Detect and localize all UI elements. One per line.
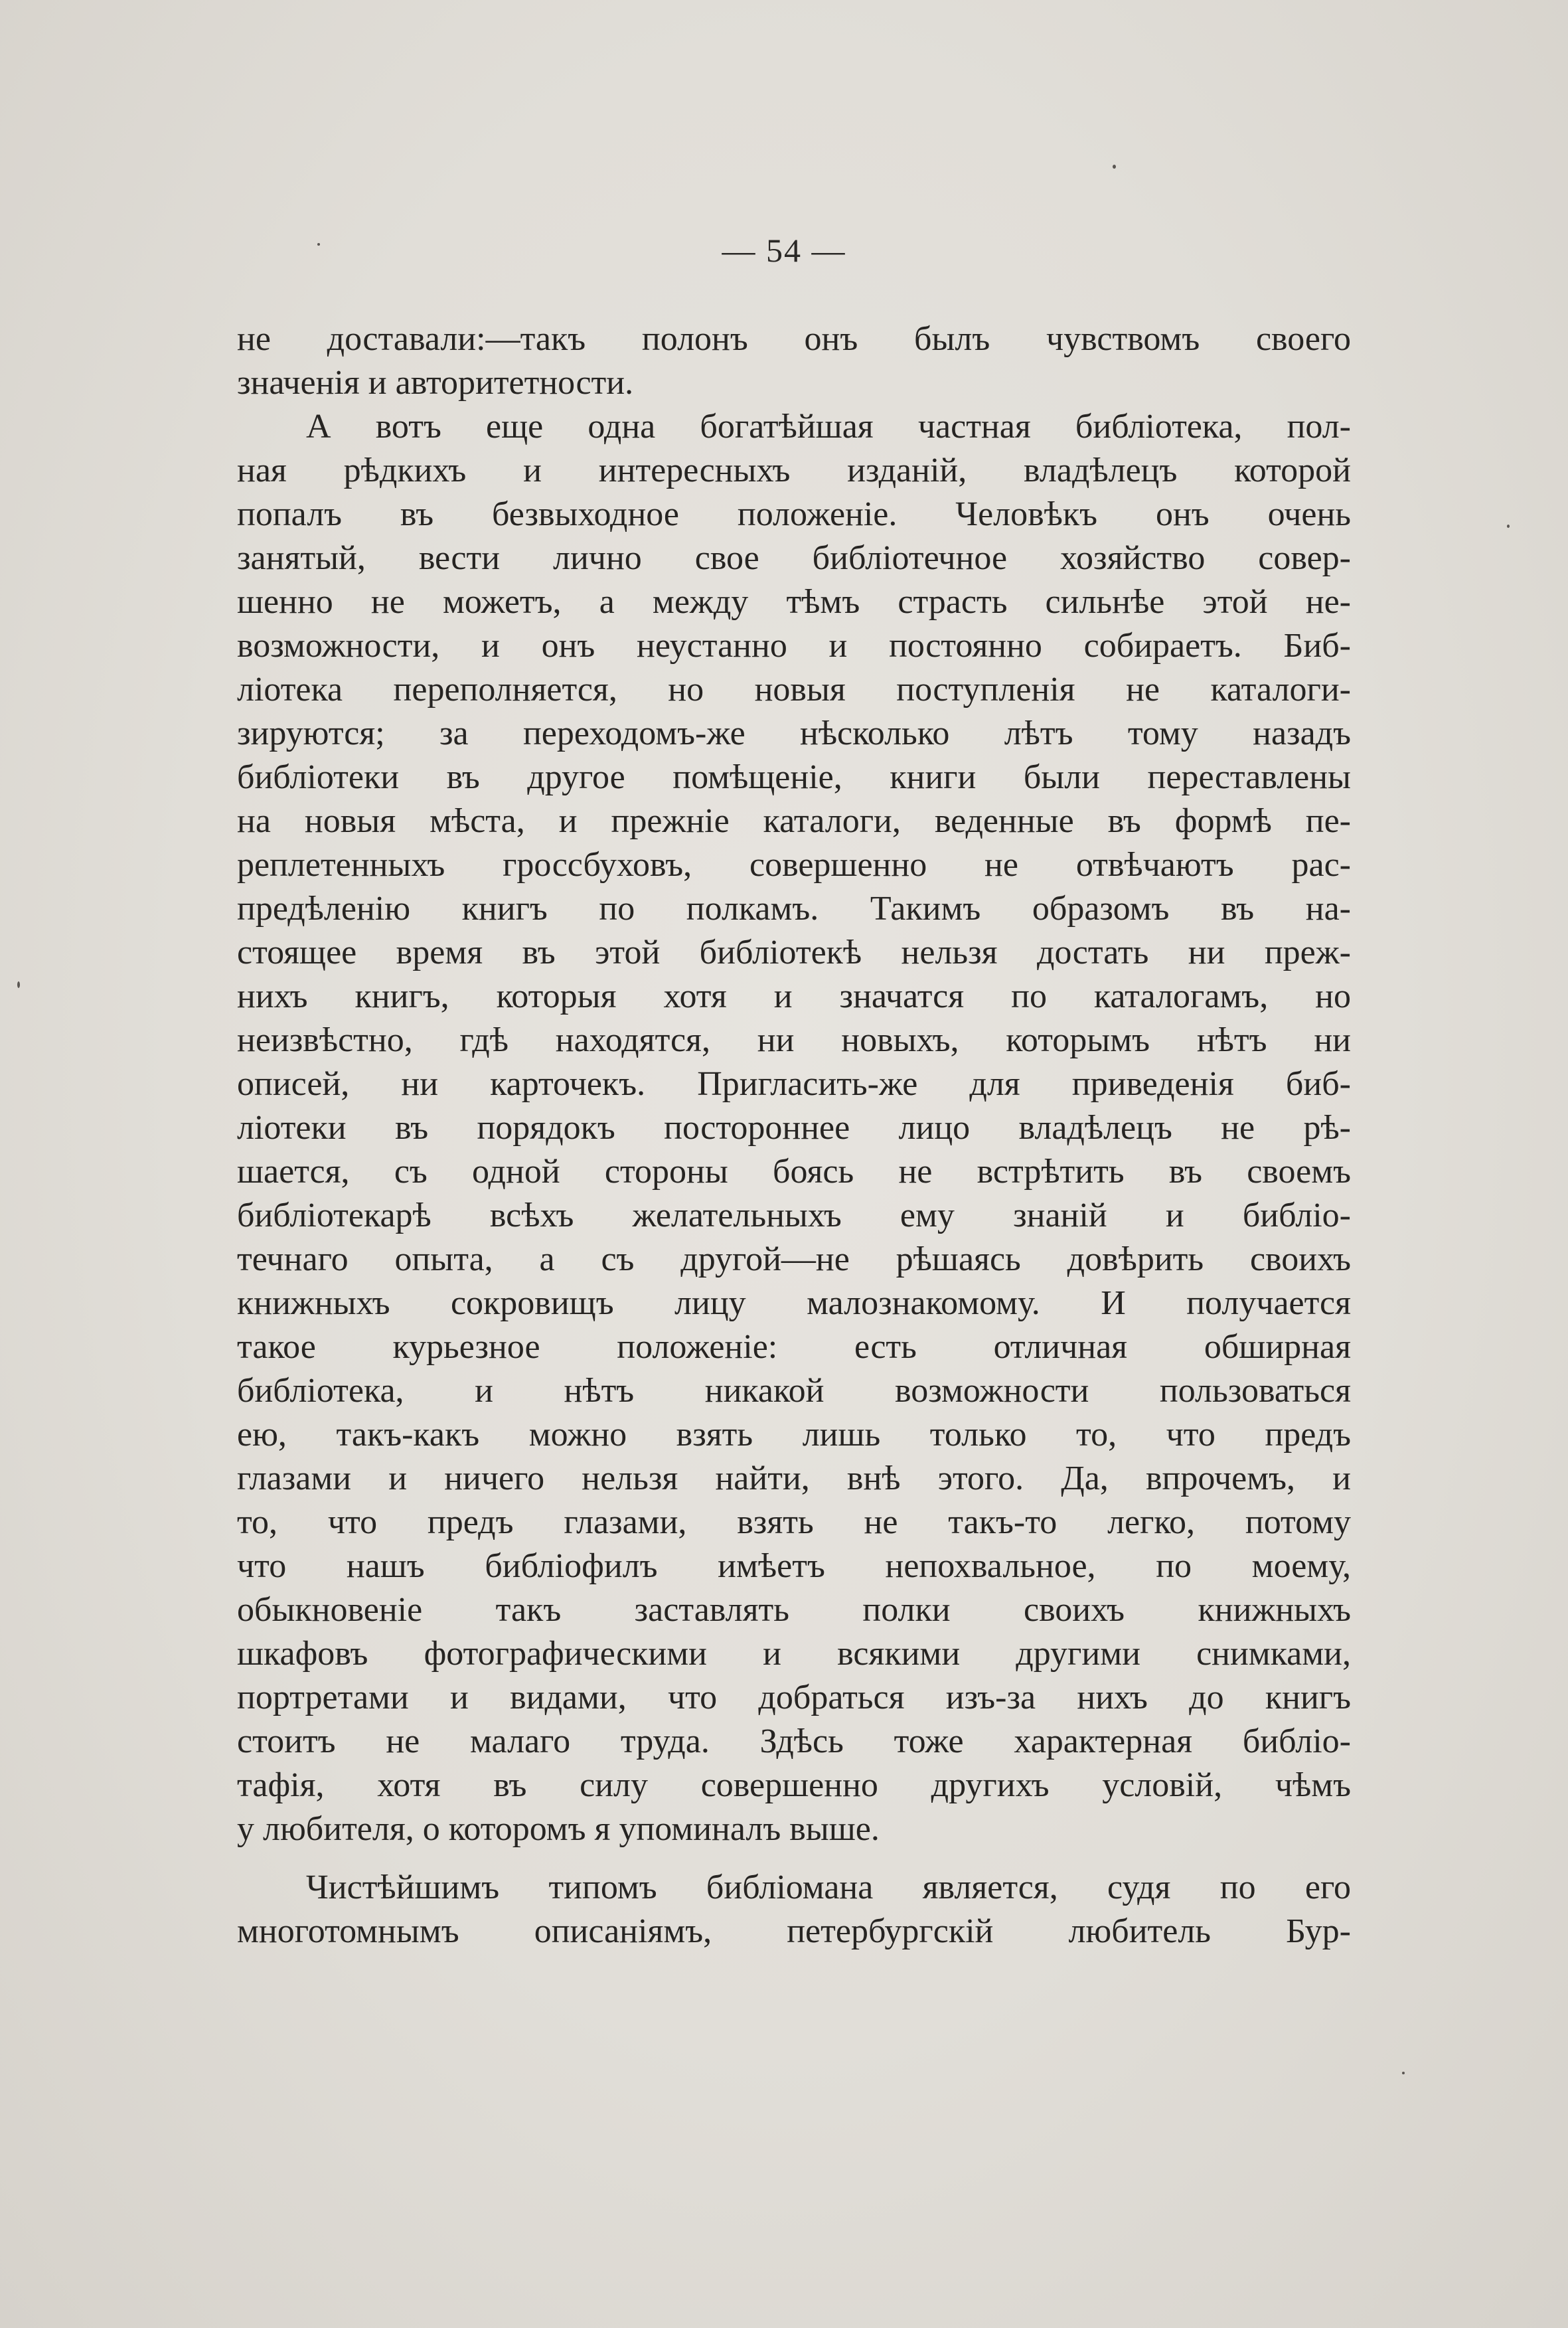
- text-line: библіотека, и нѣтъ никакой возможности пользоваться: [237, 1372, 1351, 1410]
- text-line: занятый, вести лично свое библіотечное хозяйство совер-: [237, 539, 1351, 577]
- text-line: такое курьезное положеніе: есть отличная обширная: [237, 1328, 1351, 1366]
- text-line: обыкновеніе такъ заставлять полки своихъ книжныхъ: [237, 1591, 1351, 1629]
- text-line: что нашъ библіофилъ имѣетъ непохвальное, по моему,: [237, 1547, 1351, 1585]
- text-line: ліотеки въ порядокъ постороннее лицо владѣлецъ не рѣ-: [237, 1109, 1351, 1147]
- text-line: стоитъ не малаго труда. Здѣсь тоже характерная библіо-: [237, 1722, 1351, 1760]
- text-line: то, что предъ глазами, взять не такъ-то легко, потому: [237, 1503, 1351, 1541]
- text-line: многотомнымъ описаніямъ, петербургскій любитель Бур-: [237, 1912, 1351, 1950]
- text-line: зируются; за переходомъ-же нѣсколько лѣтъ тому назадъ: [237, 714, 1351, 752]
- text-line: шается, съ одной стороны боясь не встрѣтить въ своемъ: [237, 1153, 1351, 1191]
- text-line: реплетенныхъ гроссбуховъ, совершенно не отвѣчаютъ рас-: [237, 846, 1351, 884]
- text-line: шенно не можетъ, а между тѣмъ страсть сильнѣе этой не-: [237, 583, 1351, 621]
- text-line: попалъ въ безвыходное положеніе. Человѣкъ онъ очень: [237, 495, 1351, 533]
- paper-speck: [17, 981, 20, 988]
- text-line: стоящее время въ этой библіотекѣ нельзя достать ни преж-: [237, 934, 1351, 971]
- text-line: библіотеки въ другое помѣщеніе, книги были переставлены: [237, 758, 1351, 796]
- text-line: не доставали:—такъ полонъ онъ былъ чувствомъ своего: [237, 320, 1351, 358]
- text-line: портретами и видами, что добраться изъ-за нихъ до книгъ: [237, 1679, 1351, 1716]
- text-line: ная рѣдкихъ и интересныхъ изданій, владѣлецъ которой: [237, 452, 1351, 489]
- text-line: книжныхъ сокровищъ лицу малознакомому. И получается: [237, 1284, 1351, 1322]
- paper-speck: [1402, 2072, 1405, 2074]
- text-line: ліотека переполняется, но новыя поступленія не каталоги-: [237, 671, 1351, 708]
- paper-speck: [1113, 165, 1116, 169]
- text-line: шкафовъ фотографическими и всякими другими снимками,: [237, 1635, 1351, 1673]
- text-line: значенія и авторитетности.: [237, 364, 634, 402]
- text-line: нихъ книгъ, которыя хотя и значатся по каталогамъ, но: [237, 977, 1351, 1015]
- text-line: ею, такъ-какъ можно взять лишь только то, что предъ: [237, 1416, 1351, 1454]
- page-number: — 54 —: [722, 232, 846, 269]
- body-text: [237, 317, 1351, 1954]
- text-line: течнаго опыта, а съ другой—не рѣшаясь довѣрить своихъ: [237, 1240, 1351, 1278]
- paragraph-1: [237, 317, 1351, 405]
- text-line: библіотекарѣ всѣхъ желательныхъ ему знаній и библіо-: [237, 1197, 1351, 1234]
- paragraph-3: [237, 1866, 1351, 1954]
- text-line: описей, ни карточекъ. Пригласить-же для приведенія биб-: [237, 1065, 1351, 1103]
- text-line: тафія, хотя въ силу совершенно другихъ условій, чѣмъ: [237, 1766, 1351, 1804]
- paper-speck: [317, 243, 320, 246]
- text-line: возможности, и онъ неустанно и постоянно собираетъ. Биб-: [237, 627, 1351, 665]
- text-line: глазами и ничего нельзя найти, внѣ этого. Да, впрочемъ, и: [237, 1459, 1351, 1497]
- text-line: Чистѣйшимъ типомъ библіомана является, судя по его: [306, 1869, 1351, 1906]
- text-line: предѣленію книгъ по полкамъ. Такимъ образомъ въ на-: [237, 890, 1351, 928]
- text-line: у любителя, о которомъ я упоминалъ выше.: [237, 1810, 880, 1848]
- text-line: на новыя мѣста, и прежніе каталоги, веденные въ формѣ пе-: [237, 802, 1351, 840]
- paper-speck: [1507, 525, 1510, 528]
- paragraph-2: [237, 405, 1351, 1851]
- text-line: неизвѣстно, гдѣ находятся, ни новыхъ, которымъ нѣтъ ни: [237, 1021, 1351, 1059]
- text-line: А вотъ еще одна богатѣйшая частная библіотека, пол-: [306, 408, 1351, 446]
